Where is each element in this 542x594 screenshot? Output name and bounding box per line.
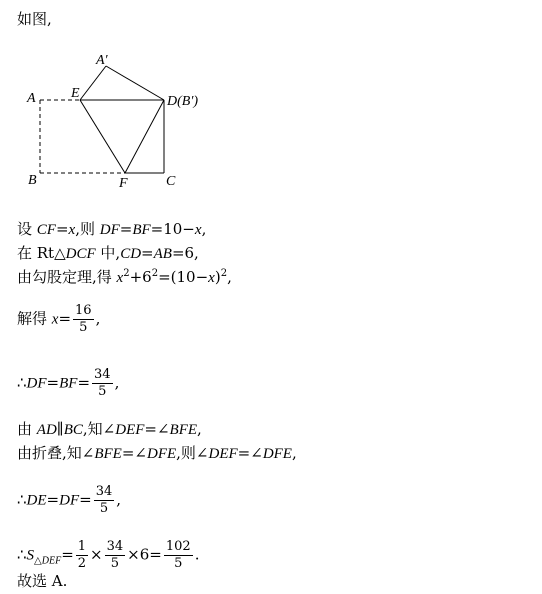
label-c: C [166,174,176,189]
math-var: DFE [146,446,177,462]
fraction [105,540,126,571]
math-var: BFE [94,446,122,462]
text: =10− [150,220,195,238]
segment-ef [80,100,125,173]
label-a-prime: A′ [96,53,108,68]
label-e: E [71,86,80,101]
fraction-numerator: 34 [95,484,113,499]
text: =∠ [237,444,263,462]
fraction-denominator: 5 [174,556,183,571]
fraction-denominator: 5 [99,501,109,516]
text: ,知∠ [82,420,116,438]
label-d: D(B′) [167,94,199,109]
text: +6 [129,268,152,286]
text: , [95,309,101,328]
solution-line-3 [17,268,232,287]
math-var: DF [26,375,47,392]
text: , [201,220,207,238]
math-var: BC [63,422,83,438]
text: 设 [17,220,37,238]
text: , [227,268,232,286]
label-f: F [119,176,128,191]
text: =6, [171,244,199,262]
therefore-symbol: ∴ [17,490,27,509]
solution-line-4 [17,304,100,335]
fraction-numerator: 34 [106,539,124,554]
fraction-numerator: 34 [94,367,111,382]
text: = [119,220,133,238]
text: ) [214,268,221,286]
subscript: △DEF [34,555,62,567]
math-var: x [194,222,202,238]
text: ×6= [127,545,162,564]
solution-line-8 [17,485,121,516]
text: . [194,545,200,564]
math-var: DF [99,222,120,238]
intro-text: 如图, [17,10,52,28]
solution-line-9 [17,540,199,571]
text: =∠ [121,444,147,462]
text: = [141,244,154,262]
text: ,则∠ [176,444,209,462]
text: 解得 [17,309,52,328]
text: , [114,373,120,392]
exponent: 2 [220,268,228,279]
text: , [116,490,122,509]
math-var: x [116,270,124,286]
geometry-figure [24,44,224,194]
fraction-numerator: 102 [165,539,191,554]
math-var: DCF [65,246,96,262]
segment-ea-prime [80,66,106,100]
text: =∠ [144,420,170,438]
fraction-denominator: 5 [79,320,88,335]
math-var: DF [59,492,80,509]
fraction [164,540,193,571]
text: 由折叠,知∠ [17,444,95,462]
text: = [46,490,60,509]
text: 由勾股定理,得 [17,268,117,286]
text: 由 [17,420,37,438]
parallel-symbol: ∥ [56,420,64,438]
text: × [90,545,103,564]
math-var: CD [120,246,142,262]
fraction-denominator: 5 [110,556,120,571]
solution-line-2 [17,244,199,263]
text: = [77,373,91,392]
math-var: x [68,222,76,238]
text: ,则 [75,220,100,238]
segment-a-prime-d [106,66,164,100]
text: = [58,309,72,328]
fraction-numerator: 1 [77,539,87,554]
math-var: BF [132,222,151,238]
solution-line-6 [17,420,202,439]
exponent: 2 [151,268,159,279]
fraction [92,368,113,399]
text: 中, [95,244,121,262]
exponent: 2 [123,268,130,279]
math-var: BFE [169,422,198,438]
solution-line-1 [17,220,206,239]
solution-line-5 [17,368,119,399]
text: , [291,444,297,462]
solution-line-10: 故选 A. [17,572,68,590]
text: = [61,545,74,564]
math-var: DFE [262,446,292,462]
text: , [197,420,202,438]
text: = [79,490,92,509]
fraction [94,485,115,516]
segment-df [125,100,164,173]
math-var: S [26,547,35,564]
math-var: AD [36,422,57,438]
math-var: DEF [208,446,238,462]
math-var: x [208,270,215,286]
label-b: B [28,173,37,188]
fraction-denominator: 5 [98,384,107,399]
therefore-symbol: ∴ [17,373,27,392]
math-var: DEF [115,422,145,438]
fraction [73,304,94,335]
fraction [76,540,88,571]
math-var: x [51,311,59,328]
math-var: CF [36,222,56,238]
text: =(10− [158,268,209,286]
text: = [55,220,69,238]
therefore-symbol: ∴ [17,545,27,564]
text: 在 Rt△ [17,244,66,262]
label-a: A [27,91,36,106]
math-var: DE [26,492,47,509]
math-var: AB [153,246,172,262]
solution-line-7 [17,444,297,463]
math-var: BF [59,375,78,392]
text: = [46,373,60,392]
fraction-denominator: 2 [77,556,87,571]
fraction-numerator: 16 [75,303,92,318]
